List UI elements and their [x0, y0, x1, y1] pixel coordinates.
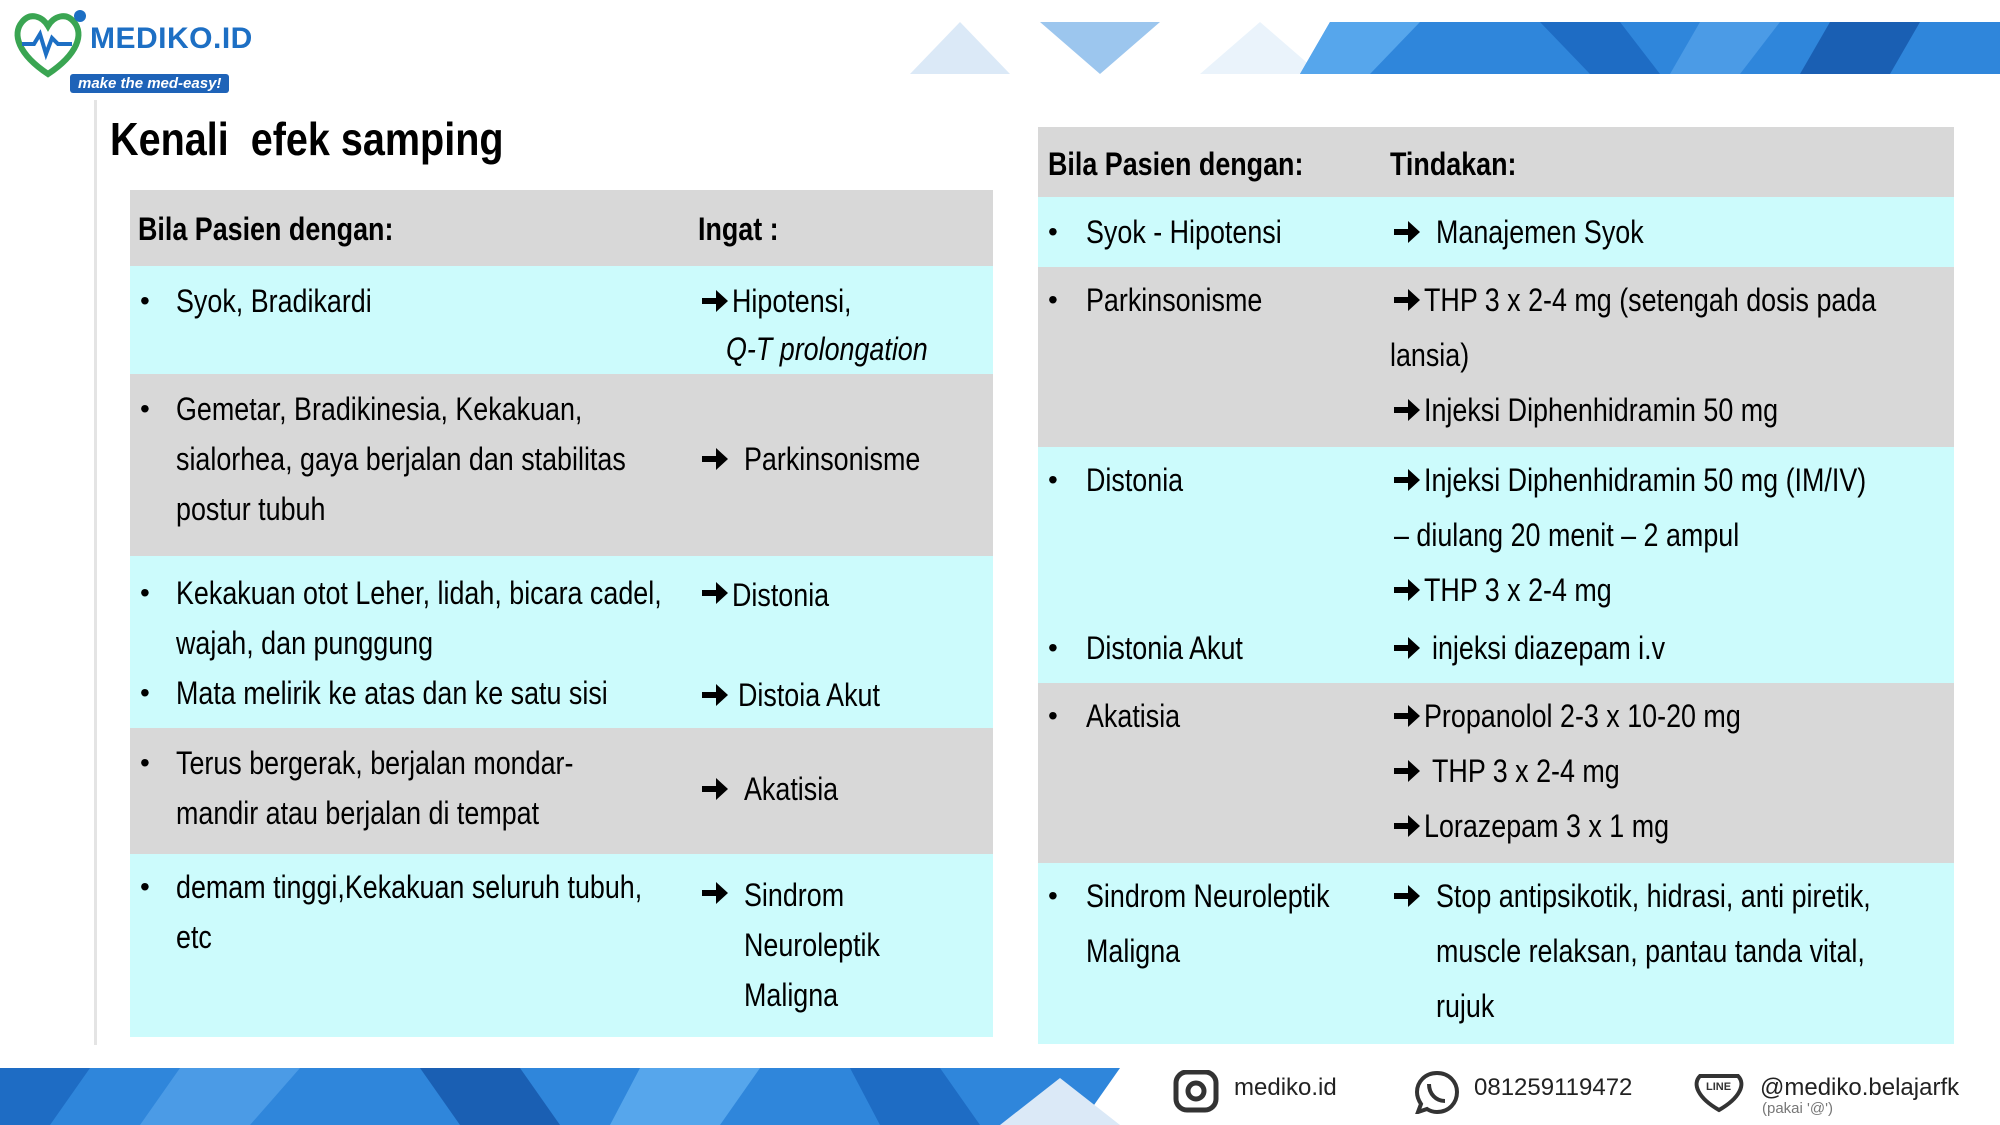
mediko-logo — [8, 4, 258, 90]
table-row — [130, 374, 993, 556]
line-app-icon — [1690, 1070, 1748, 1114]
bullet: • — [1048, 464, 1058, 495]
row-condition-line: Syok, Bradikardi — [176, 283, 372, 319]
left-table — [130, 190, 993, 1047]
right-header-condition: Bila Pasien dengan: — [1048, 146, 1304, 182]
bullet: • — [140, 285, 150, 316]
arrow-right-icon — [700, 444, 730, 474]
row-action-line: Propanolol 2-3 x 10-20 mg — [1424, 698, 1741, 734]
arrow-right-icon — [700, 286, 730, 316]
svg-text:LINE: LINE — [1706, 1081, 1732, 1093]
table-row — [130, 556, 993, 728]
row-result-line: Neuroleptik — [744, 927, 880, 963]
table-row — [1038, 267, 1954, 447]
row-condition-line: Gemetar, Bradikinesia, Kekakuan, — [176, 391, 583, 427]
bullet: • — [140, 393, 150, 424]
bullet: • — [140, 747, 150, 778]
row-condition: Distonia — [1086, 462, 1184, 498]
right-table-header — [1038, 127, 1954, 197]
row-result-line: Parkinsonisme — [744, 441, 921, 477]
row-result-line: Q-T prolongation — [726, 331, 928, 367]
row-action-line: muscle relaksan, pantau tanda vital, — [1436, 933, 1865, 969]
row-action-line: Injeksi Diphenhidramin 50 mg (IM/IV) — [1424, 462, 1867, 498]
row-condition: Akatisia — [1086, 698, 1181, 734]
logo-name: MEDIKO.ID — [90, 22, 253, 55]
row-condition: Distonia Akut — [1086, 630, 1243, 666]
row-condition-line: postur tubuh — [176, 491, 326, 527]
bullet: • — [1048, 880, 1058, 911]
row-result-line: Maligna — [744, 977, 839, 1013]
table-row — [1038, 447, 1954, 683]
row-condition-line: Kekakuan otot Leher, lidah, bicara cadel, — [176, 575, 662, 611]
instagram-icon — [1172, 1070, 1222, 1114]
table-row — [130, 854, 993, 1037]
row-result-line: Akatisia — [744, 771, 839, 807]
arrow-right-icon — [1392, 701, 1422, 731]
row-action-line: – diulang 20 menit – 2 ampul — [1394, 517, 1740, 553]
page-title: Kenali efek samping — [110, 113, 504, 165]
row-condition-line: wajah, dan punggung — [176, 625, 434, 661]
instagram-handle: mediko.id — [1234, 1074, 1337, 1101]
arrow-right-icon — [1392, 756, 1422, 786]
bullet: • — [1048, 284, 1058, 315]
bullet: • — [140, 871, 150, 902]
row-result-line: Sindrom — [744, 877, 845, 913]
row-action-line: Stop antipsikotik, hidrasi, anti piretik, — [1436, 878, 1871, 914]
row-action-line: THP 3 x 2-4 mg (setengah dosis pada — [1424, 282, 1877, 318]
bullet: • — [1048, 216, 1058, 247]
row-action-line: Injeksi Diphenhidramin 50 mg — [1424, 392, 1779, 428]
row-condition-line: sialorhea, gaya berjalan dan stabilitas — [176, 441, 626, 477]
arrow-right-icon — [1392, 575, 1422, 605]
left-table-header — [130, 190, 993, 266]
row-condition: Syok - Hipotensi — [1086, 214, 1282, 250]
row-condition-line: Sindrom Neuroleptik — [1086, 878, 1330, 914]
phone-number: 081259119472 — [1474, 1074, 1633, 1101]
row-result-line: Distonia — [732, 577, 830, 613]
row-action-line: rujuk — [1436, 988, 1495, 1024]
stethoscope-heart-icon — [8, 4, 88, 84]
logo-tagline: make the med-easy! — [70, 74, 229, 93]
row-action-line: Manajemen Syok — [1436, 214, 1644, 250]
table-row — [130, 728, 993, 854]
left-divider — [94, 100, 97, 1045]
right-table — [1038, 127, 1954, 1044]
line-handle: @mediko.belajarfk — [1760, 1074, 1960, 1101]
row-condition-line: etc — [176, 919, 212, 955]
table-row — [1038, 863, 1954, 1044]
row-action-line: lansia) — [1390, 337, 1470, 373]
row-action-line: THP 3 x 2-4 mg — [1432, 753, 1620, 789]
arrow-right-icon — [1392, 285, 1422, 315]
arrow-right-icon — [700, 578, 730, 608]
row-action-line: THP 3 x 2-4 mg — [1424, 572, 1612, 608]
left-header-condition: Bila Pasien dengan: — [138, 211, 394, 247]
left-header-remember: Ingat : — [698, 211, 779, 247]
row-condition-line: Maligna — [1086, 933, 1181, 969]
bullet: • — [140, 677, 150, 708]
right-header-action: Tindakan: — [1390, 146, 1517, 182]
arrow-right-icon — [700, 878, 730, 908]
bullet: • — [1048, 632, 1058, 663]
top-decorative-banner — [900, 22, 2000, 74]
row-condition-line: Mata melirik ke atas dan ke satu sisi — [176, 675, 608, 711]
row-action-line: injeksi diazepam i.v — [1432, 630, 1666, 666]
bullet: • — [1048, 700, 1058, 731]
arrow-right-icon — [1392, 395, 1422, 425]
whatsapp-phone-icon — [1412, 1070, 1462, 1114]
table-row — [1038, 197, 1954, 267]
table-row — [130, 266, 993, 374]
table-row — [1038, 683, 1954, 863]
arrow-right-icon — [1392, 881, 1422, 911]
row-result-line: Distoia Akut — [738, 677, 880, 713]
row-condition-line: demam tinggi,Kekakuan seluruh tubuh, — [176, 869, 643, 905]
row-action-line: Lorazepam 3 x 1 mg — [1424, 808, 1670, 844]
row-condition-line: Terus bergerak, berjalan mondar- — [176, 745, 574, 781]
line-note: (pakai '@') — [1762, 1100, 1833, 1117]
row-condition: Parkinsonisme — [1086, 282, 1263, 318]
arrow-right-icon — [1392, 217, 1422, 247]
bullet: • — [140, 577, 150, 608]
arrow-right-icon — [1392, 811, 1422, 841]
arrow-right-icon — [1392, 465, 1422, 495]
arrow-right-icon — [700, 774, 730, 804]
row-result-line: Hipotensi, — [732, 283, 852, 319]
arrow-right-icon — [1392, 633, 1422, 663]
row-condition-line: mandir atau berjalan di tempat — [176, 795, 540, 831]
arrow-right-icon — [700, 680, 730, 710]
